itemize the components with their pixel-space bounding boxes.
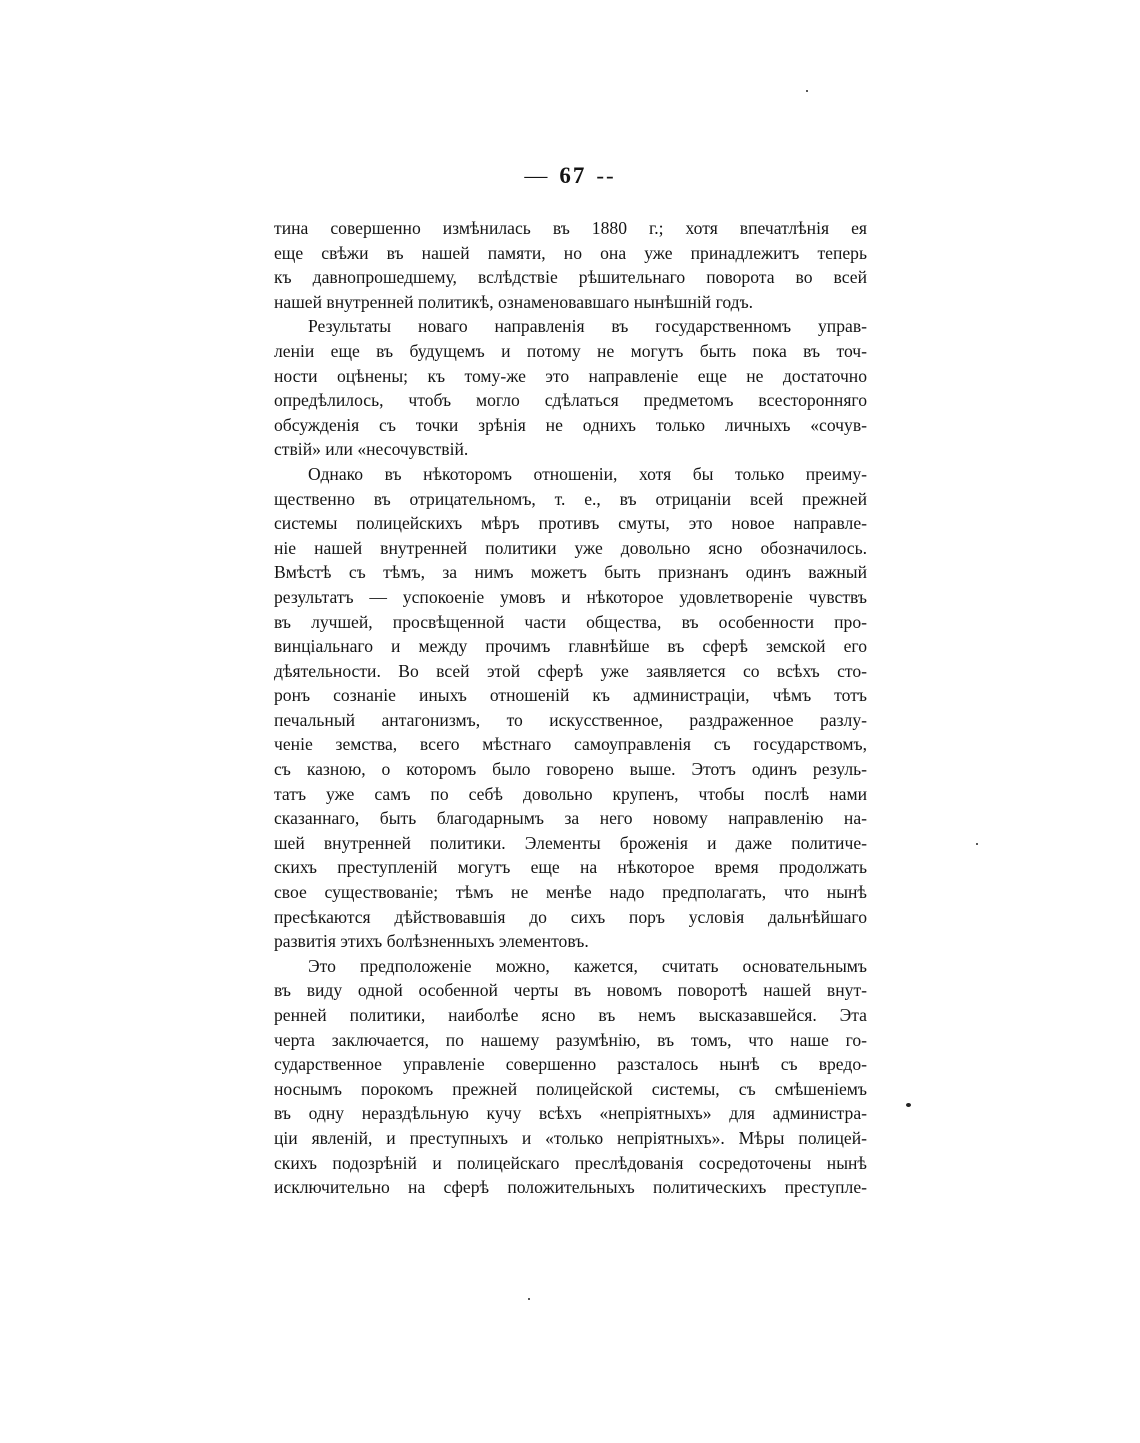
text-line: нашей внутренней политикѣ, ознаменовавшаго нынѣшній годъ. [274,291,754,312]
page-number [0,163,1140,189]
text-line: Вмѣстѣ съ тѣмъ, за нимъ можетъ быть признанъ одинъ важный [274,562,867,583]
text-line: ніе нашей внутренней политики уже довольно ясно обозначилось. [274,537,867,558]
text-line: сударственное управленіе совершенно разсталось нынѣ съ вредо- [274,1054,867,1075]
text-line: печальный антагонизмъ, то искусственное, раздраженное разлу- [274,709,867,730]
text-line: съ казною, о которомъ было говорено выше. Этотъ одинъ резуль- [274,759,867,780]
text-line: татъ уже самъ по себѣ довольно крупенъ, чтобы послѣ нами [274,783,867,804]
text-line: въ одну нераздѣльную кучу всѣхъ «непріятныхъ» для администра- [274,1103,867,1124]
text-line: Это предположеніе можно, кажется, считать основательнымъ [308,955,867,976]
paragraph [274,954,867,1200]
text-line: черта заключается, по нашему разумѣнію, въ томъ, что наше го- [274,1029,867,1050]
text-line: щественно въ отрицательномъ, т. е., въ отрицаніи всей прежней [274,488,867,509]
scan-speck [976,843,978,845]
text-line: къ давнопрошедшему, вслѣдствіе рѣшительнаго поворота во всей [274,267,867,288]
text-line: обсужденія съ точки зрѣнія не однихъ только личныхъ «сочув- [274,414,867,435]
text-line: тина совершенно измѣнилась въ 1880 г.; хотя впечатлѣнія ея [274,218,867,238]
page-number-value: 67 [559,163,587,188]
text-line: ренней политики, наиболѣе ясно въ немъ высказавшейся. Эта [274,1005,867,1025]
text-line: носнымъ порокомъ прежней полицейской системы, съ смѣшеніемъ [274,1078,867,1099]
text-line: ности оцѣнены; къ тому-же это направленіе еще не достаточно [274,365,867,386]
text-line: сказаннаго, быть благодарнымъ за него новому направленію на- [274,808,867,829]
text-line: дѣятельности. Во всей этой сферѣ уже заявляется со всѣхъ сто- [274,660,867,681]
text-line: ствій» или «несочувствій. [274,439,469,460]
text-line: скихъ подозрѣній и полицейскаго преслѣдованія сосредоточены нынѣ [274,1152,867,1173]
text-line: результатъ — успокоеніе умовъ и нѣкоторое удовлетвореніе чувствъ [274,586,867,607]
text-line: Результаты новаго направленія въ государственномъ управ- [308,316,867,337]
text-line: исключительно на сферѣ положительныхъ политическихъ преступле- [274,1177,867,1198]
text-line: шей внутренней политики. Элементы броженія и даже политиче- [274,832,867,853]
paragraph [274,216,867,314]
text-line: опредѣлилось, чтобъ могло сдѣлаться предметомъ всесторонняго [274,390,867,411]
text-line: въ лучшей, просвѣщенной части общества, въ особенности про- [274,611,867,632]
text-line: въ виду одной особенной черты въ новомъ поворотѣ нашей внут- [274,980,867,1001]
text-line: еще свѣжи въ нашей памяти, но она уже принадлежитъ теперь [274,242,867,263]
scan-speck [806,90,808,92]
scan-speck [528,1298,530,1300]
paragraph [274,462,867,954]
text-line: пресѣкаются дѣйствовавшія до сихъ поръ условія дальнѣйшаго [274,906,867,927]
text-line: ченіе земства, всего мѣстнаго самоуправленія съ государствомъ, [274,734,867,755]
page-number-dash-left: — [524,163,550,188]
text-line: Однако въ нѣкоторомъ отношеніи, хотя бы только преиму- [308,463,867,484]
page-number-dash-right: -- [596,163,616,188]
body-text [274,216,867,1200]
text-line: скихъ преступленій могутъ еще на нѣкоторое время продолжать [274,857,867,878]
text-line: системы полицейскихъ мѣръ противъ смуты, это новое направле- [274,513,867,534]
text-line: ціи явленій, и преступныхъ и «только непріятныхъ». Мѣры полицей- [274,1127,867,1148]
text-line: леніи еще въ будущемъ и потому не могутъ быть пока въ точ- [274,340,867,361]
text-line: свое существованіе; тѣмъ не менѣе надо предполагать, что нынѣ [274,882,867,903]
text-line: винціальнаго и между прочимъ главнѣйше въ сферѣ земской его [274,636,867,657]
scan-speck [906,1103,911,1107]
text-line: ронъ сознаніе иныхъ отношеній къ администраціи, чѣмъ тотъ [274,685,867,706]
paragraph [274,314,867,462]
text-line: развитія этихъ болѣзненныхъ элементовъ. [274,931,589,952]
